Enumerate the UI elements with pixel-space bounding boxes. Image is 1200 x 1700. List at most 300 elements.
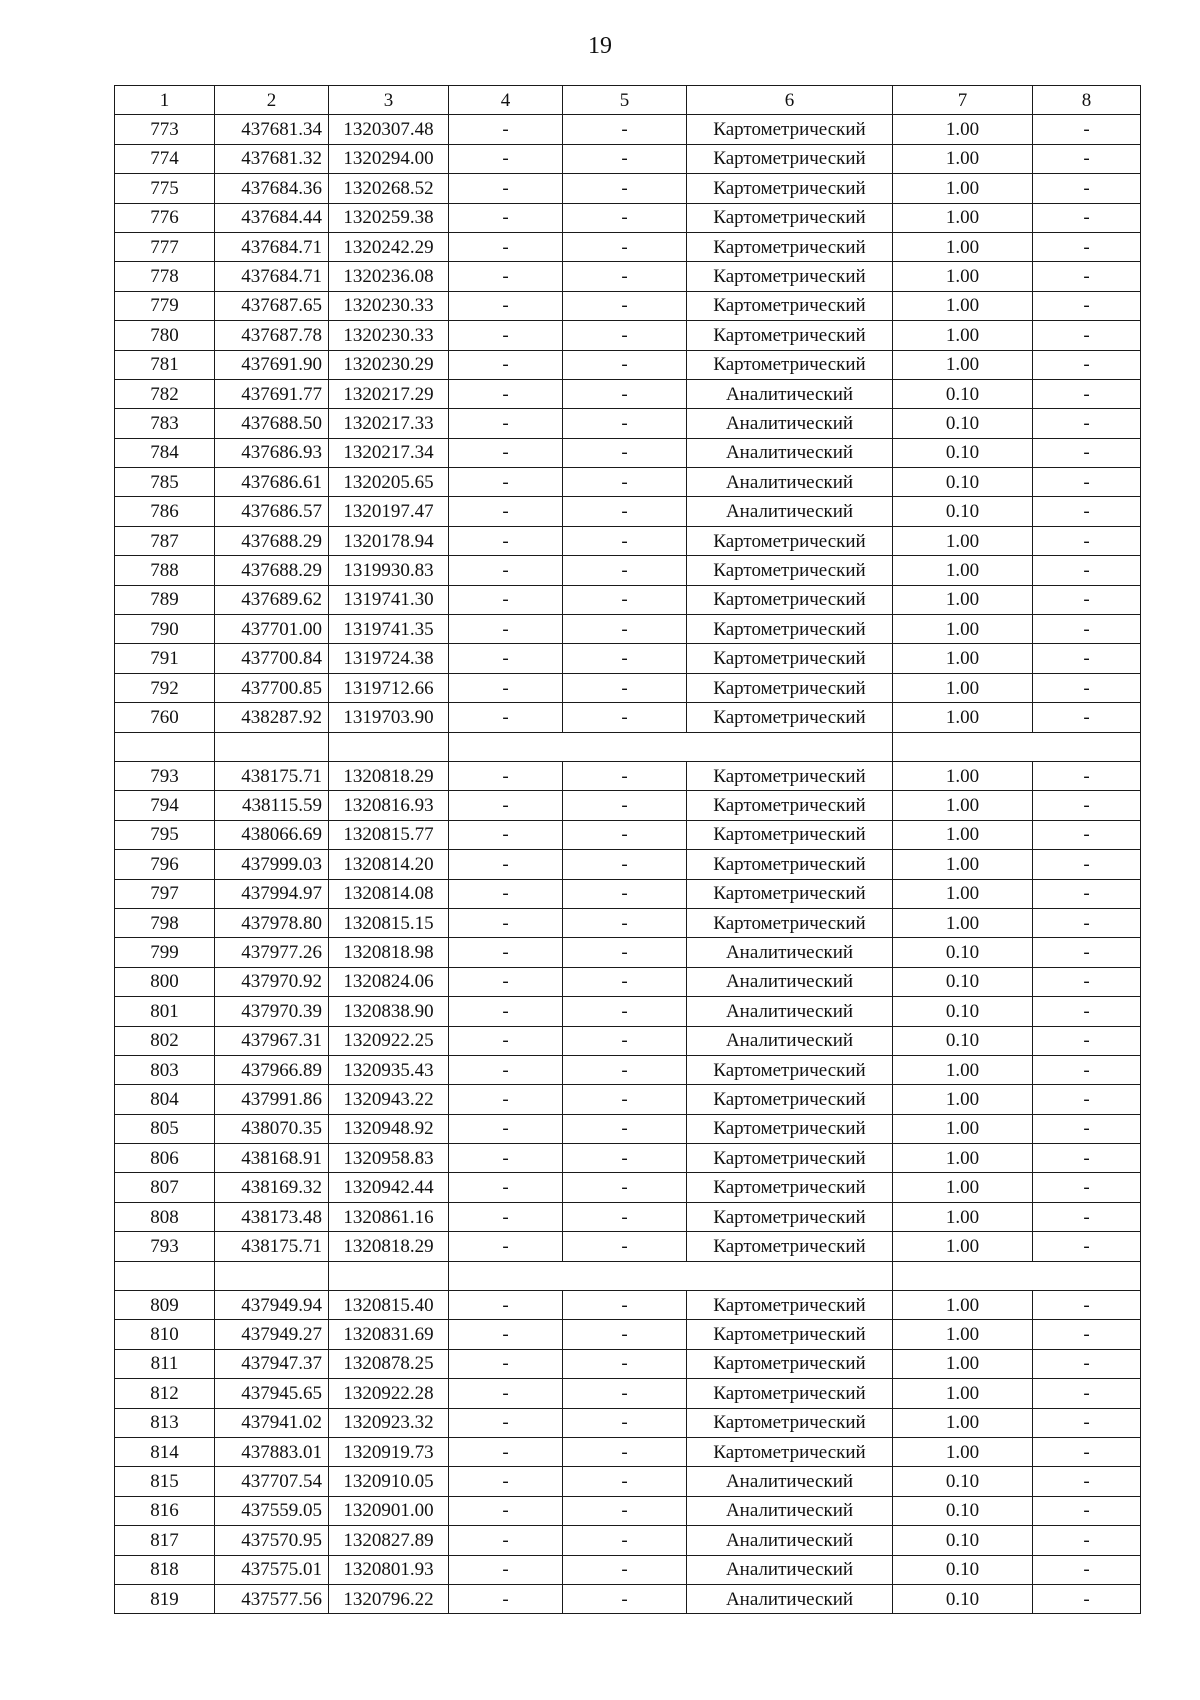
- cell-coordinate-y: 1320943.22: [329, 1085, 449, 1114]
- cell-column-8: -: [1033, 203, 1141, 232]
- cell-column-4: -: [449, 820, 563, 849]
- cell-column-4: -: [449, 1555, 563, 1584]
- cell-coordinate-y: 1320268.52: [329, 174, 449, 203]
- cell-coordinate-y: 1319703.90: [329, 703, 449, 732]
- cell-column-8: -: [1033, 1467, 1141, 1496]
- cell-coordinate-x: 437687.65: [215, 291, 329, 320]
- cell-column-4: -: [449, 585, 563, 614]
- cell-accuracy: 0.10: [893, 967, 1033, 996]
- cell-method: [687, 1261, 893, 1290]
- cell-coordinate-x: 437686.93: [215, 438, 329, 467]
- cell-method: Аналитический: [687, 468, 893, 497]
- cell-accuracy: 0.10: [893, 1584, 1033, 1613]
- cell-column-8: -: [1033, 556, 1141, 585]
- cell-column-8: -: [1033, 761, 1141, 790]
- cell-coordinate-x: [215, 732, 329, 761]
- cell-column-4: -: [449, 1496, 563, 1525]
- cell-accuracy: 1.00: [893, 1085, 1033, 1114]
- cell-accuracy: 1.00: [893, 820, 1033, 849]
- cell-column-8: -: [1033, 321, 1141, 350]
- cell-point-number: 788: [115, 556, 215, 585]
- cell-point-number: 808: [115, 1202, 215, 1231]
- cell-point-number: 785: [115, 468, 215, 497]
- cell-accuracy: 1.00: [893, 1055, 1033, 1084]
- table-row: [115, 1173, 1141, 1202]
- cell-coordinate-y: 1320230.33: [329, 291, 449, 320]
- table-row: [115, 1202, 1141, 1231]
- cell-coordinate-x: 438175.71: [215, 761, 329, 790]
- cell-accuracy: 0.10: [893, 1496, 1033, 1525]
- cell-column-8: -: [1033, 1085, 1141, 1114]
- cell-method: Картометрический: [687, 1437, 893, 1466]
- cell-point-number: 802: [115, 1026, 215, 1055]
- cell-coordinate-x: 437684.71: [215, 232, 329, 261]
- cell-accuracy: 1.00: [893, 1408, 1033, 1437]
- cell-column-8: -: [1033, 1320, 1141, 1349]
- table-row: [115, 203, 1141, 232]
- cell-method: Картометрический: [687, 203, 893, 232]
- cell-column-8: -: [1033, 1526, 1141, 1555]
- cell-coordinate-x: 438115.59: [215, 791, 329, 820]
- cell-method: Картометрический: [687, 1232, 893, 1261]
- cell-coordinate-y: 1320230.29: [329, 350, 449, 379]
- cell-column-5: -: [563, 1437, 687, 1466]
- column-header-3: 3: [329, 86, 449, 115]
- column-header-1: 1: [115, 86, 215, 115]
- cell-coordinate-x: 437689.62: [215, 585, 329, 614]
- cell-column-4: -: [449, 468, 563, 497]
- cell-coordinate-y: 1320242.29: [329, 232, 449, 261]
- separator-row: [115, 732, 1141, 761]
- cell-column-8: -: [1033, 262, 1141, 291]
- cell-method: Аналитический: [687, 1584, 893, 1613]
- table-row: [115, 908, 1141, 937]
- cell-column-5: -: [563, 850, 687, 879]
- cell-accuracy: 1.00: [893, 174, 1033, 203]
- cell-column-4: -: [449, 908, 563, 937]
- cell-column-4: -: [449, 1526, 563, 1555]
- cell-coordinate-x: 437577.56: [215, 1584, 329, 1613]
- cell-method: Картометрический: [687, 850, 893, 879]
- cell-coordinate-y: 1320816.93: [329, 791, 449, 820]
- table-row: [115, 468, 1141, 497]
- cell-point-number: 805: [115, 1114, 215, 1143]
- cell-method: Аналитический: [687, 379, 893, 408]
- table-row: [115, 761, 1141, 790]
- cell-point-number: 815: [115, 1467, 215, 1496]
- cell-coordinate-y: 1320294.00: [329, 144, 449, 173]
- cell-column-5: -: [563, 820, 687, 849]
- cell-column-4: -: [449, 703, 563, 732]
- table-row: [115, 350, 1141, 379]
- table-row: [115, 673, 1141, 702]
- cell-accuracy: 0.10: [893, 438, 1033, 467]
- cell-coordinate-x: 437945.65: [215, 1379, 329, 1408]
- cell-column-5: -: [563, 262, 687, 291]
- cell-point-number: 773: [115, 115, 215, 144]
- table-row: [115, 1408, 1141, 1437]
- cell-accuracy: 1.00: [893, 144, 1033, 173]
- cell-point-number: 789: [115, 585, 215, 614]
- table-body: [115, 115, 1141, 1614]
- separator-row: [115, 1261, 1141, 1290]
- table-row: [115, 1584, 1141, 1613]
- cell-point-number: 781: [115, 350, 215, 379]
- cell-accuracy: 0.10: [893, 1467, 1033, 1496]
- column-header-5: 5: [563, 86, 687, 115]
- cell-column-4: -: [449, 644, 563, 673]
- cell-coordinate-x: 437570.95: [215, 1526, 329, 1555]
- table-row: [115, 1555, 1141, 1584]
- cell-coordinate-y: 1320838.90: [329, 997, 449, 1026]
- cell-point-number: 810: [115, 1320, 215, 1349]
- cell-method: Аналитический: [687, 1526, 893, 1555]
- cell-coordinate-y: 1320178.94: [329, 526, 449, 555]
- cell-method: Аналитический: [687, 1496, 893, 1525]
- cell-method: Картометрический: [687, 262, 893, 291]
- cell-method: Аналитический: [687, 497, 893, 526]
- cell-point-number: 787: [115, 526, 215, 555]
- cell-accuracy: 0.10: [893, 997, 1033, 1026]
- cell-coordinate-y: 1320948.92: [329, 1114, 449, 1143]
- cell-column-4: -: [449, 321, 563, 350]
- cell-coordinate-x: 437947.37: [215, 1349, 329, 1378]
- cell-column-4: [449, 1261, 563, 1290]
- cell-column-8: -: [1033, 291, 1141, 320]
- table-row: [115, 144, 1141, 173]
- cell-column-5: -: [563, 1320, 687, 1349]
- cell-column-5: -: [563, 438, 687, 467]
- table-row: [115, 1467, 1141, 1496]
- cell-column-8: -: [1033, 1555, 1141, 1584]
- cell-coordinate-x: 437575.01: [215, 1555, 329, 1584]
- cell-point-number: 775: [115, 174, 215, 203]
- cell-column-4: [449, 732, 563, 761]
- cell-coordinate-y: 1320861.16: [329, 1202, 449, 1231]
- cell-point-number: 793: [115, 761, 215, 790]
- cell-coordinate-y: 1319741.35: [329, 615, 449, 644]
- cell-coordinate-y: 1320259.38: [329, 203, 449, 232]
- table-row: [115, 409, 1141, 438]
- cell-coordinate-y: 1320815.77: [329, 820, 449, 849]
- table-row: [115, 1232, 1141, 1261]
- cell-point-number: 797: [115, 879, 215, 908]
- cell-accuracy: 1.00: [893, 791, 1033, 820]
- cell-coordinate-x: 437688.50: [215, 409, 329, 438]
- cell-column-8: -: [1033, 791, 1141, 820]
- cell-point-number: [115, 732, 215, 761]
- cell-column-5: -: [563, 1202, 687, 1231]
- table-row: [115, 1379, 1141, 1408]
- cell-column-8: -: [1033, 879, 1141, 908]
- cell-column-5: -: [563, 585, 687, 614]
- cell-method: Картометрический: [687, 1408, 893, 1437]
- cell-column-4: -: [449, 1144, 563, 1173]
- cell-column-8: -: [1033, 1144, 1141, 1173]
- cell-column-8: -: [1033, 585, 1141, 614]
- cell-method: Картометрический: [687, 820, 893, 849]
- cell-column-4: -: [449, 1114, 563, 1143]
- cell-column-5: -: [563, 761, 687, 790]
- cell-column-5: -: [563, 409, 687, 438]
- cell-accuracy: 1.00: [893, 1349, 1033, 1378]
- table-row: [115, 1496, 1141, 1525]
- cell-accuracy: 1.00: [893, 1114, 1033, 1143]
- cell-coordinate-x: 437559.05: [215, 1496, 329, 1525]
- cell-coordinate-x: 437687.78: [215, 321, 329, 350]
- cell-accuracy: [893, 1261, 1033, 1290]
- cell-column-4: -: [449, 1055, 563, 1084]
- cell-column-8: -: [1033, 438, 1141, 467]
- cell-column-8: -: [1033, 379, 1141, 408]
- cell-column-5: -: [563, 908, 687, 937]
- cell-column-5: -: [563, 379, 687, 408]
- cell-method: Аналитический: [687, 967, 893, 996]
- cell-column-5: -: [563, 1085, 687, 1114]
- cell-column-4: -: [449, 997, 563, 1026]
- cell-column-8: -: [1033, 1584, 1141, 1613]
- cell-method: Картометрический: [687, 115, 893, 144]
- cell-method: Аналитический: [687, 938, 893, 967]
- cell-method: Картометрический: [687, 1291, 893, 1320]
- cell-column-4: -: [449, 1467, 563, 1496]
- table-row: [115, 1026, 1141, 1055]
- cell-column-5: -: [563, 1379, 687, 1408]
- cell-point-number: 814: [115, 1437, 215, 1466]
- cell-column-4: -: [449, 1408, 563, 1437]
- cell-point-number: 804: [115, 1085, 215, 1114]
- cell-coordinate-y: 1320197.47: [329, 497, 449, 526]
- cell-point-number: 816: [115, 1496, 215, 1525]
- cell-method: Аналитический: [687, 438, 893, 467]
- cell-coordinate-x: 437691.90: [215, 350, 329, 379]
- cell-point-number: 812: [115, 1379, 215, 1408]
- cell-column-4: -: [449, 791, 563, 820]
- cell-accuracy: 1.00: [893, 232, 1033, 261]
- cell-method: [687, 732, 893, 761]
- cell-method: Картометрический: [687, 1379, 893, 1408]
- cell-column-4: -: [449, 526, 563, 555]
- cell-coordinate-x: 437688.29: [215, 526, 329, 555]
- cell-coordinate-y: 1320923.32: [329, 1408, 449, 1437]
- cell-column-5: -: [563, 703, 687, 732]
- table-row: [115, 791, 1141, 820]
- table-row: [115, 997, 1141, 1026]
- cell-column-4: -: [449, 1173, 563, 1202]
- cell-accuracy: 1.00: [893, 703, 1033, 732]
- cell-accuracy: 1.00: [893, 1437, 1033, 1466]
- table-row: [115, 938, 1141, 967]
- cell-column-5: -: [563, 1584, 687, 1613]
- cell-accuracy: 0.10: [893, 379, 1033, 408]
- table-row: [115, 1291, 1141, 1320]
- cell-coordinate-y: 1319930.83: [329, 556, 449, 585]
- cell-column-8: -: [1033, 1114, 1141, 1143]
- cell-column-8: -: [1033, 468, 1141, 497]
- cell-coordinate-y: 1320236.08: [329, 262, 449, 291]
- cell-coordinate-y: 1320796.22: [329, 1584, 449, 1613]
- table-row: [115, 703, 1141, 732]
- cell-method: Картометрический: [687, 644, 893, 673]
- cell-point-number: 819: [115, 1584, 215, 1613]
- cell-accuracy: 0.10: [893, 497, 1033, 526]
- cell-coordinate-x: 438175.71: [215, 1232, 329, 1261]
- cell-accuracy: 1.00: [893, 644, 1033, 673]
- cell-point-number: 784: [115, 438, 215, 467]
- cell-column-5: -: [563, 232, 687, 261]
- cell-column-5: -: [563, 1526, 687, 1555]
- cell-column-8: -: [1033, 1496, 1141, 1525]
- cell-coordinate-y: 1320230.33: [329, 321, 449, 350]
- cell-column-5: -: [563, 144, 687, 173]
- cell-method: Картометрический: [687, 232, 893, 261]
- cell-column-4: -: [449, 1026, 563, 1055]
- cell-column-5: -: [563, 997, 687, 1026]
- cell-coordinate-y: [329, 1261, 449, 1290]
- cell-column-5: -: [563, 879, 687, 908]
- cell-column-5: -: [563, 203, 687, 232]
- cell-coordinate-x: 437681.34: [215, 115, 329, 144]
- table-row: [115, 1085, 1141, 1114]
- cell-accuracy: 1.00: [893, 526, 1033, 555]
- cell-column-8: -: [1033, 703, 1141, 732]
- cell-column-8: [1033, 732, 1141, 761]
- cell-column-5: -: [563, 1349, 687, 1378]
- table-row: [115, 115, 1141, 144]
- cell-point-number: 791: [115, 644, 215, 673]
- cell-method: Картометрический: [687, 1085, 893, 1114]
- cell-coordinate-y: 1320815.40: [329, 1291, 449, 1320]
- cell-coordinate-x: 437686.57: [215, 497, 329, 526]
- cell-coordinate-x: 437707.54: [215, 1467, 329, 1496]
- cell-method: Аналитический: [687, 1555, 893, 1584]
- cell-point-number: 800: [115, 967, 215, 996]
- cell-column-5: -: [563, 1055, 687, 1084]
- cell-column-4: -: [449, 850, 563, 879]
- cell-point-number: 780: [115, 321, 215, 350]
- cell-column-8: [1033, 1261, 1141, 1290]
- cell-column-4: -: [449, 761, 563, 790]
- cell-column-4: -: [449, 556, 563, 585]
- cell-method: Аналитический: [687, 1467, 893, 1496]
- cell-method: Картометрический: [687, 1055, 893, 1084]
- cell-coordinate-y: 1320958.83: [329, 1144, 449, 1173]
- cell-column-5: -: [563, 1291, 687, 1320]
- cell-column-4: -: [449, 1202, 563, 1231]
- cell-coordinate-y: 1320827.89: [329, 1526, 449, 1555]
- cell-accuracy: 1.00: [893, 850, 1033, 879]
- cell-column-4: -: [449, 379, 563, 408]
- column-header-7: 7: [893, 86, 1033, 115]
- cell-column-8: -: [1033, 1291, 1141, 1320]
- cell-column-8: -: [1033, 644, 1141, 673]
- cell-coordinate-x: 437684.71: [215, 262, 329, 291]
- table-row: [115, 615, 1141, 644]
- cell-point-number: 796: [115, 850, 215, 879]
- cell-coordinate-y: 1320217.33: [329, 409, 449, 438]
- cell-coordinate-x: 437978.80: [215, 908, 329, 937]
- column-header-4: 4: [449, 86, 563, 115]
- cell-column-4: -: [449, 1379, 563, 1408]
- cell-column-5: -: [563, 556, 687, 585]
- table-row: [115, 379, 1141, 408]
- column-header-6: 6: [687, 86, 893, 115]
- cell-accuracy: 1.00: [893, 585, 1033, 614]
- cell-coordinate-x: 437977.26: [215, 938, 329, 967]
- cell-coordinate-y: 1320824.06: [329, 967, 449, 996]
- cell-column-8: -: [1033, 997, 1141, 1026]
- cell-point-number: 783: [115, 409, 215, 438]
- table-row: [115, 1114, 1141, 1143]
- cell-coordinate-x: 438287.92: [215, 703, 329, 732]
- cell-column-4: -: [449, 350, 563, 379]
- cell-method: Картометрический: [687, 174, 893, 203]
- cell-column-5: -: [563, 350, 687, 379]
- cell-method: Картометрический: [687, 879, 893, 908]
- table-row: [115, 1144, 1141, 1173]
- cell-column-5: -: [563, 1144, 687, 1173]
- cell-accuracy: 1.00: [893, 1379, 1033, 1408]
- cell-column-4: -: [449, 1584, 563, 1613]
- cell-column-8: -: [1033, 232, 1141, 261]
- cell-column-8: -: [1033, 1349, 1141, 1378]
- cell-column-4: -: [449, 1349, 563, 1378]
- cell-column-8: -: [1033, 1408, 1141, 1437]
- cell-coordinate-x: 437949.94: [215, 1291, 329, 1320]
- cell-point-number: 792: [115, 673, 215, 702]
- cell-column-5: [563, 1261, 687, 1290]
- cell-accuracy: 1.00: [893, 115, 1033, 144]
- table-row: [115, 497, 1141, 526]
- cell-accuracy: 1.00: [893, 1320, 1033, 1349]
- cell-accuracy: 0.10: [893, 938, 1033, 967]
- cell-column-5: -: [563, 1408, 687, 1437]
- cell-coordinate-y: 1320919.73: [329, 1437, 449, 1466]
- cell-accuracy: 0.10: [893, 1026, 1033, 1055]
- cell-point-number: [115, 1261, 215, 1290]
- cell-column-4: -: [449, 938, 563, 967]
- cell-column-5: -: [563, 673, 687, 702]
- cell-method: Картометрический: [687, 1114, 893, 1143]
- cell-method: Картометрический: [687, 350, 893, 379]
- cell-point-number: 818: [115, 1555, 215, 1584]
- cell-coordinate-y: 1319712.66: [329, 673, 449, 702]
- cell-point-number: 795: [115, 820, 215, 849]
- table-row: [115, 644, 1141, 673]
- cell-column-8: -: [1033, 1379, 1141, 1408]
- cell-column-8: -: [1033, 526, 1141, 555]
- cell-point-number: 806: [115, 1144, 215, 1173]
- cell-method: Картометрический: [687, 703, 893, 732]
- cell-coordinate-y: 1320815.15: [329, 908, 449, 937]
- cell-method: Картометрический: [687, 1349, 893, 1378]
- cell-column-5: -: [563, 791, 687, 820]
- cell-method: Картометрический: [687, 908, 893, 937]
- table-row: [115, 1526, 1141, 1555]
- cell-accuracy: 1.00: [893, 1232, 1033, 1261]
- table-row: [115, 291, 1141, 320]
- cell-column-4: -: [449, 144, 563, 173]
- cell-coordinate-x: 437941.02: [215, 1408, 329, 1437]
- table-row: [115, 1055, 1141, 1084]
- cell-method: Картометрический: [687, 556, 893, 585]
- cell-coordinate-x: 437991.86: [215, 1085, 329, 1114]
- cell-column-4: -: [449, 615, 563, 644]
- cell-column-4: -: [449, 438, 563, 467]
- cell-accuracy: 1.00: [893, 673, 1033, 702]
- cell-coordinate-y: 1320818.98: [329, 938, 449, 967]
- cell-accuracy: 1.00: [893, 1202, 1033, 1231]
